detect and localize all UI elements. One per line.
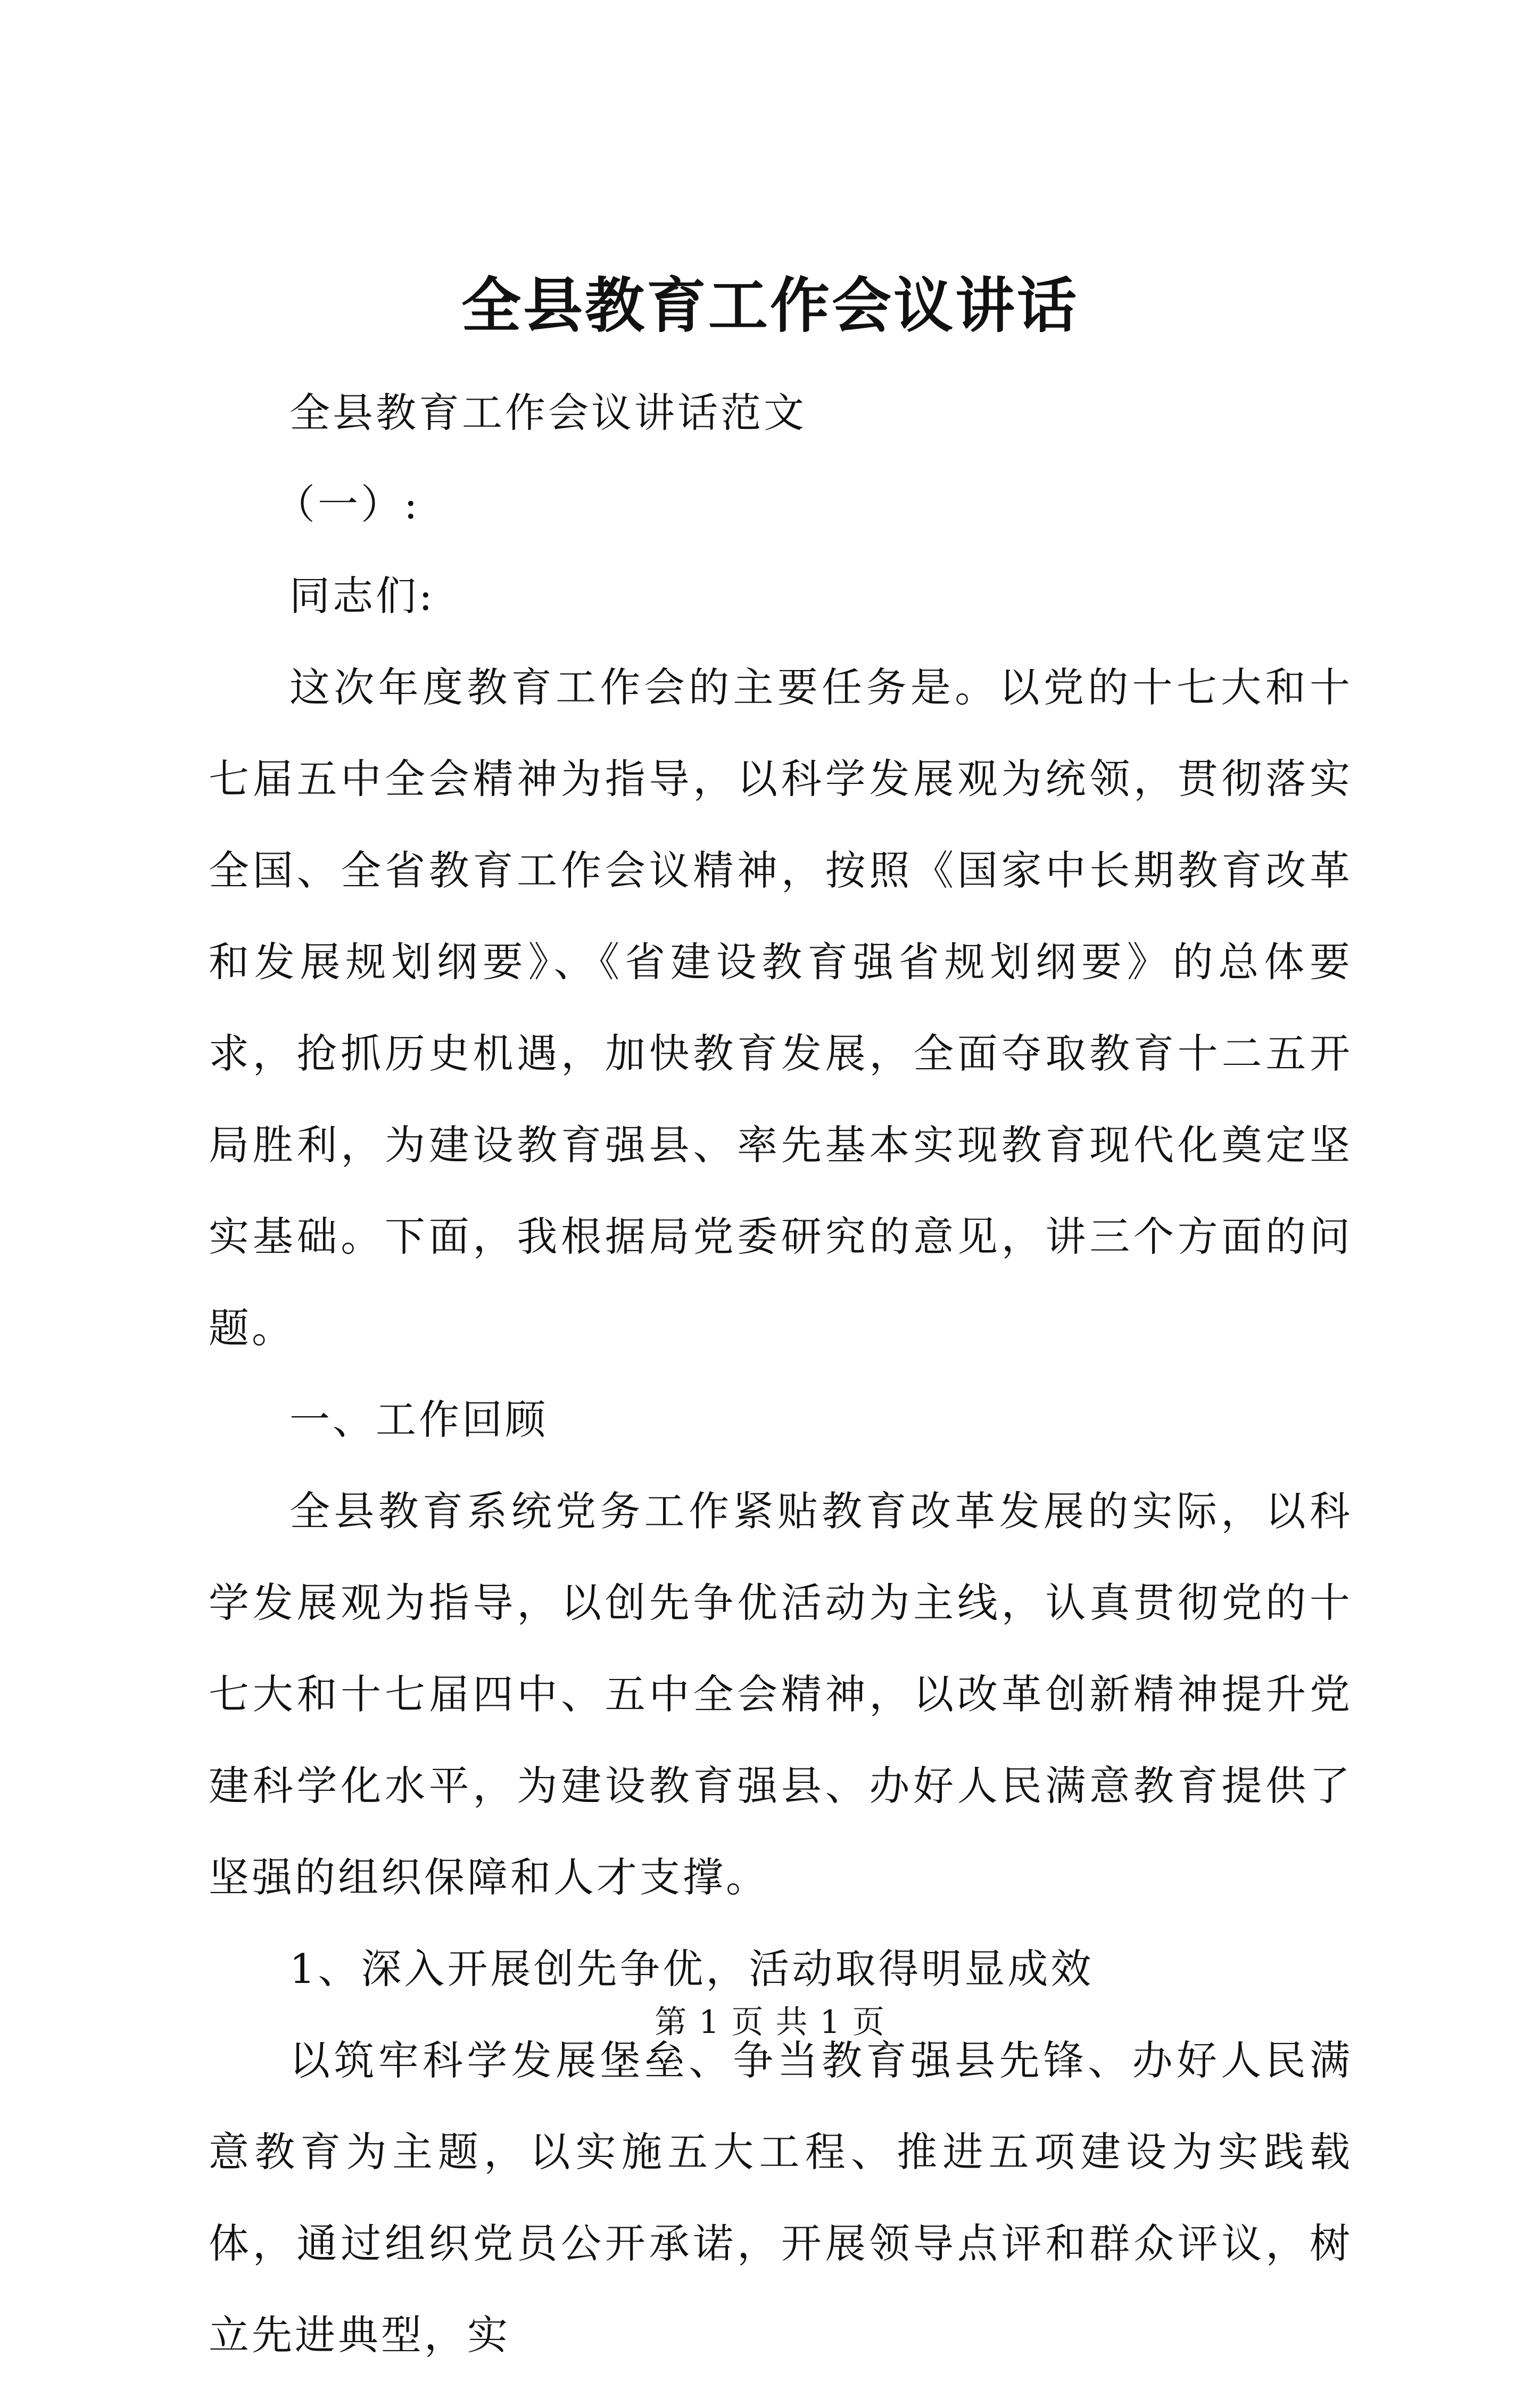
paragraph-item-1: 以筑牢科学发展堡垒、争当教育强县先锋、办好人民满意教育为主题，以实施五大工程、推进五项建设为实践载体，通过组织党员公开承诺，开展领导点评和群众评议，树立先进典型，实 xyxy=(209,2037,1353,2359)
paragraph-salutation: 同志们: xyxy=(289,572,435,619)
paragraph-section-number: （一）: xyxy=(275,481,420,528)
page-footer: 第 1 页 共 1 页 xyxy=(655,2004,885,2041)
paragraph-intro: 这次年度教育工作会的主要任务是。以党的十七大和十七届五中全会精神为指导，以科学发展观为统领，贯彻落实全国、全省教育工作会议精神，按照《国家中长期教育改革和发展规划纲要》、《省建设教育强省规划纲要》的总体要求，抢抓历史机遇，加快教育发展，全面夺取教育十二五开局胜利，为建设教育强县、率先基本实现教育现代化奠定坚实基础。下面，我根据局党委研究的意见，讲三个方面的问题。 xyxy=(209,664,1353,1352)
document-body xyxy=(209,367,1353,2381)
heading-item-1: 1、深入开展创先争优，活动取得明显成效 xyxy=(289,1945,1094,1993)
paragraph-review: 全县教育系统党务工作紧贴教育改革发展的实际，以科学发展观为指导，以创先争优活动为主线，认真贯彻党的十七大和十七届四中、五中全会精神，以改革创新精神提升党建科学化水平，为建设教育强县、办好人民满意教育提供了坚强的组织保障和人才支撑。 xyxy=(209,1487,1353,1901)
paragraph-subtitle: 全县教育工作会议讲话范文 xyxy=(289,389,807,436)
document-title: 全县教育工作会议讲话 xyxy=(461,271,1079,341)
heading-work-review: 一、工作回顾 xyxy=(289,1396,548,1443)
